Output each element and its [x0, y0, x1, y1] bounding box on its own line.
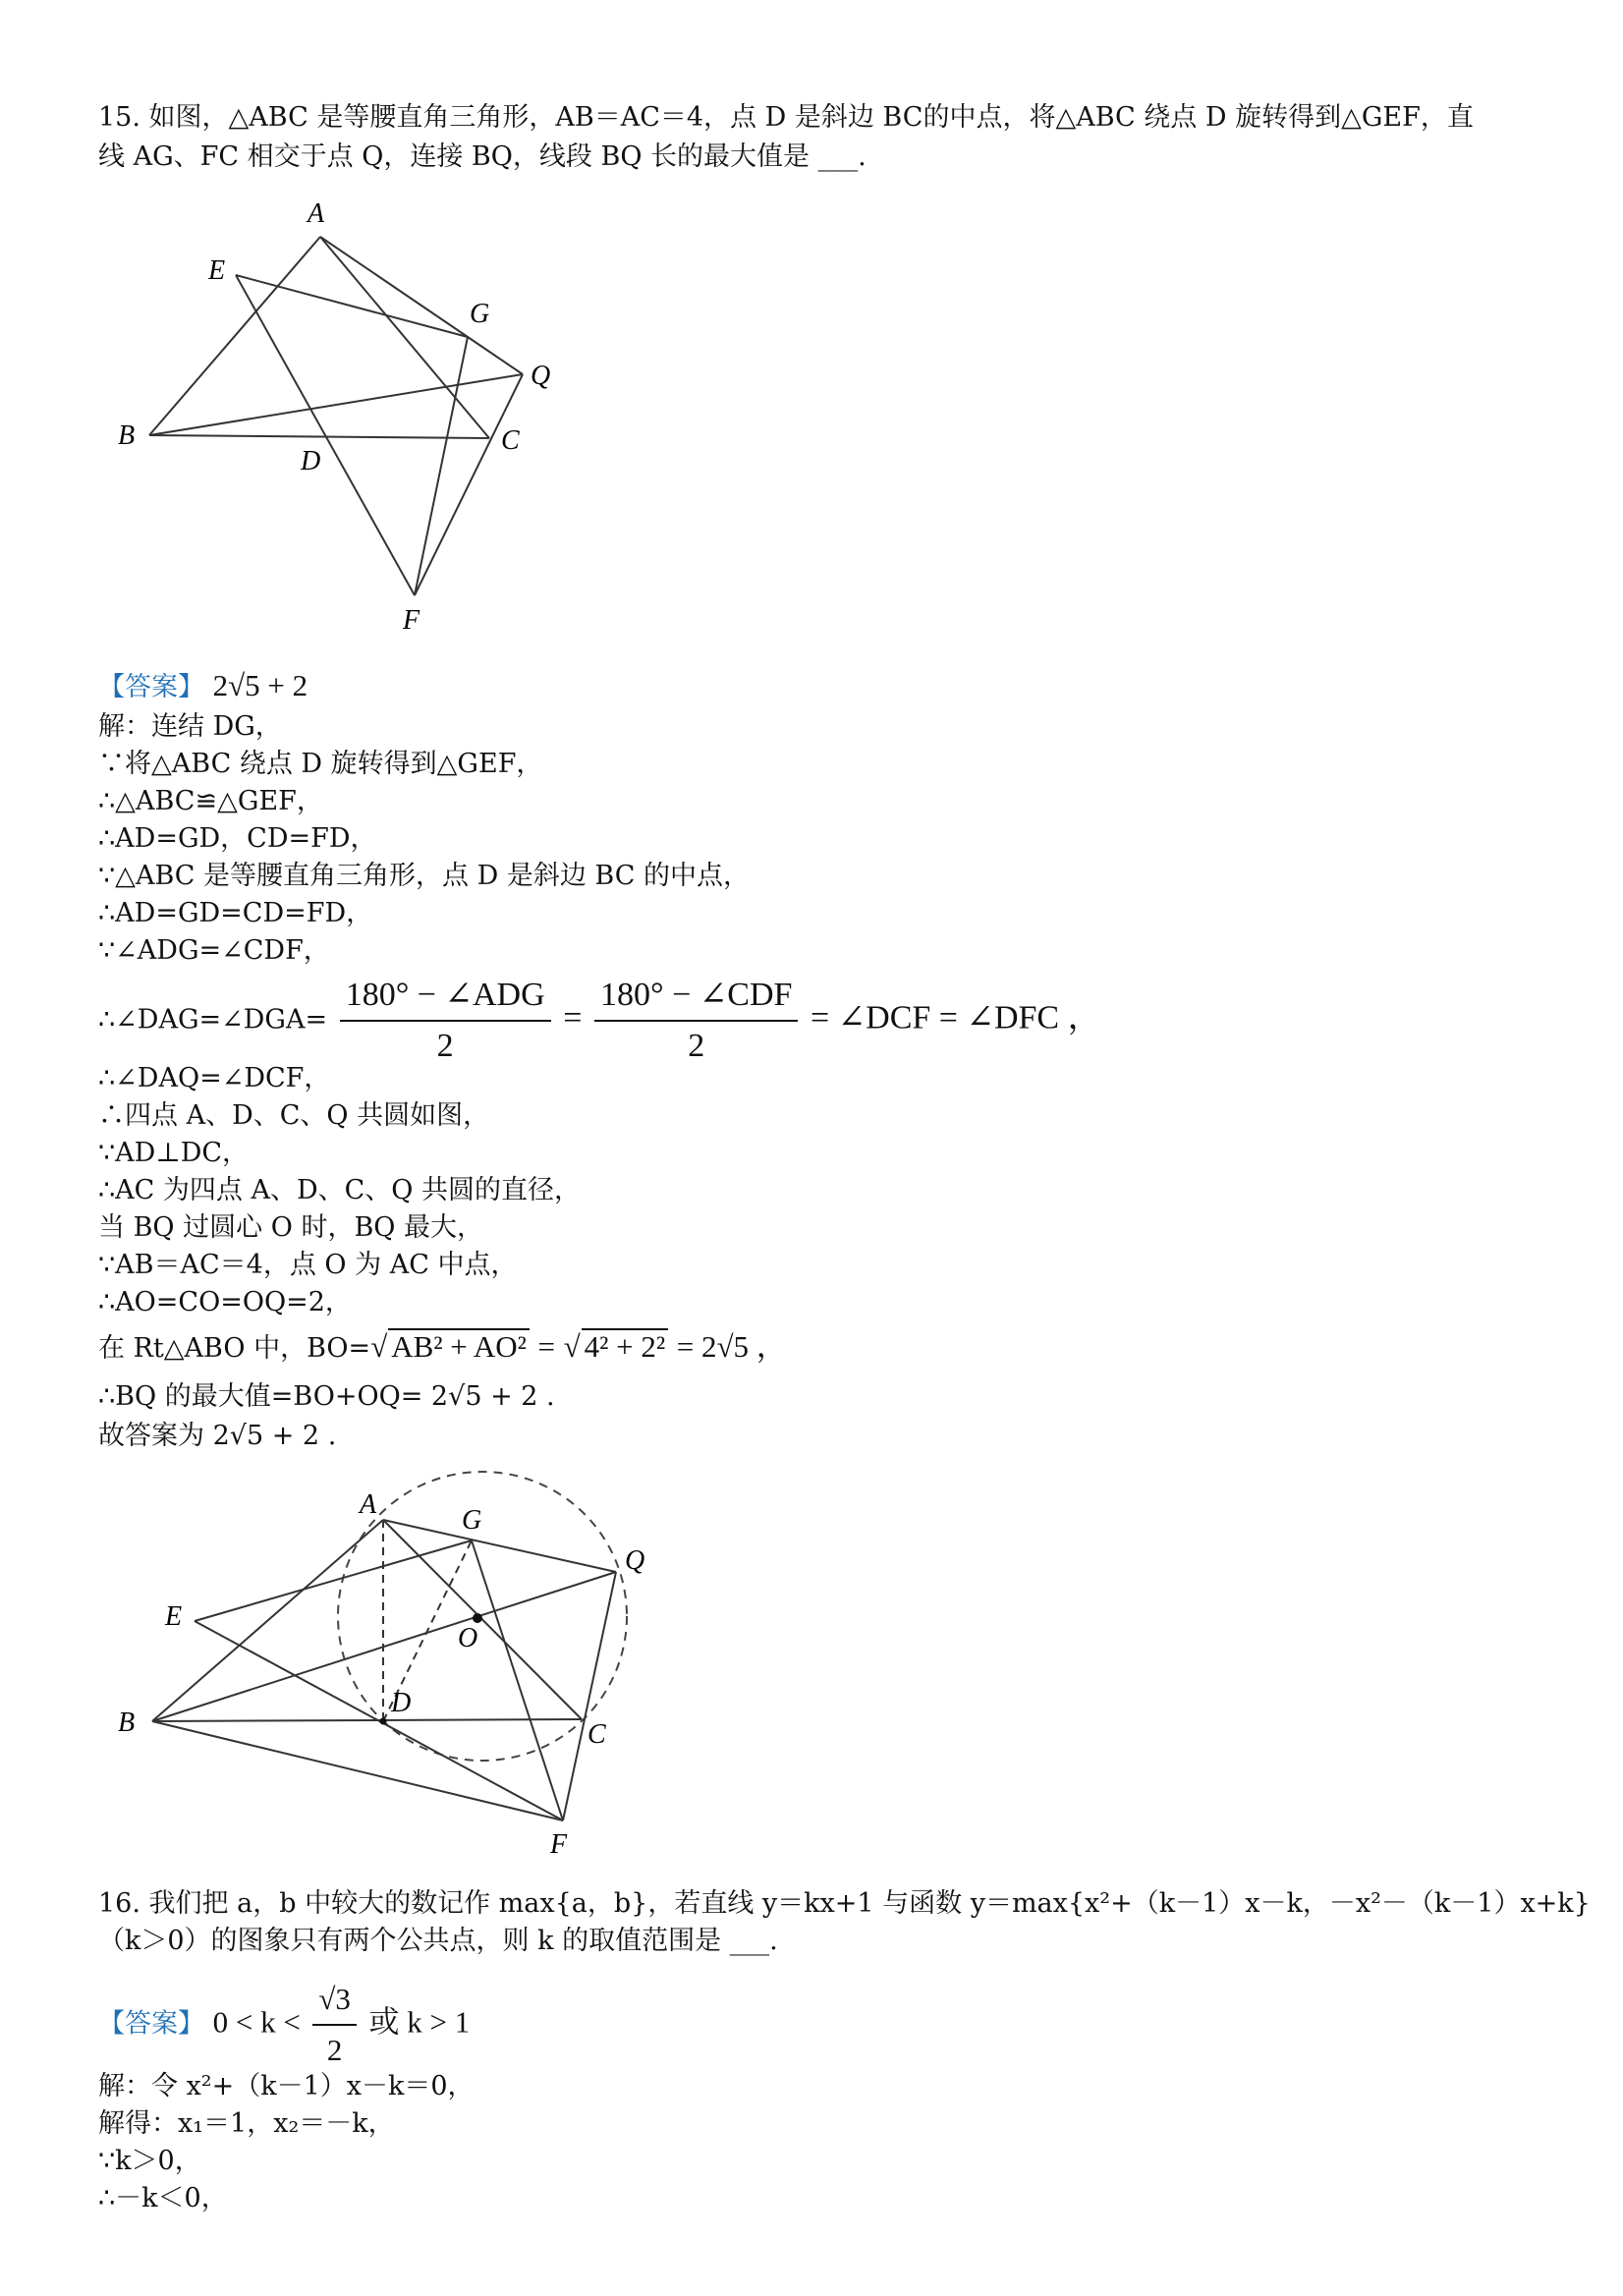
label-Q: Q: [625, 1545, 645, 1576]
solution-line: ∴AD=GD=CD=FD，: [98, 898, 373, 928]
fraction-2-numerator: 180° − ∠CDF: [594, 973, 798, 1022]
fraction-1-denominator: 2: [436, 1028, 454, 1064]
solution-line: ∴AO=CO=OQ=2，: [98, 1287, 352, 1317]
segment-QF: [563, 1572, 616, 1820]
answer-right: 或 k > 1: [368, 2004, 471, 2040]
solution-line: ∵△ABC 是等腰直角三角形，点 D 是斜边 BC 的中点，: [98, 861, 751, 891]
label-B: B: [118, 420, 136, 451]
q15-figure-2: [108, 1469, 658, 1862]
q15-text-line-2: 线 AG、FC 相交于点 Q，连接 BQ，线段 BQ 长的最大值是 ___.: [98, 141, 867, 172]
segment-EG: [195, 1540, 472, 1621]
label-C: C: [501, 425, 520, 456]
fraction-2-denominator: 2: [688, 1028, 705, 1064]
segment-GF: [415, 337, 468, 595]
solution-line: ∵∠ADG=∠CDF，: [98, 935, 330, 966]
answer-left: 0 < k <: [212, 2004, 301, 2040]
q15-figure-1: [108, 192, 580, 644]
solution-line: ∴△ABC≌△GEF，: [98, 786, 323, 816]
solution-line: ∵AD⊥DC，: [98, 1138, 250, 1168]
rt-prefix: 在 Rt△ABO 中，BO=: [98, 1333, 371, 1364]
solution-line: ∴－k＜0，: [98, 2183, 228, 2213]
label-F: F: [550, 1829, 568, 1860]
solution-line: ∵AB＝AC＝4，点 O 为 AC 中点，: [98, 1250, 518, 1280]
segment-AB: [149, 237, 320, 435]
segment-AB: [152, 1520, 383, 1721]
fraction-1: [340, 973, 551, 1069]
q16-answer: [98, 1977, 470, 2073]
answer-fraction-numerator: √3: [312, 1977, 357, 2026]
label-Q: Q: [531, 361, 551, 391]
solution-line: ∴AC 为四点 A、D、C、Q 共圆的直径，: [98, 1175, 582, 1205]
q16-text-line-1: 16. 我们把 a，b 中较大的数记作 max{a，b}，若直线 y＝kx+1 与函数 y＝max{x²+（k－1）x－k，－x²－（k－1）x+k}: [98, 1888, 1591, 1919]
segment-AQ: [383, 1520, 616, 1572]
solution-line: 当 BQ 过圆心 O 时，BQ 最大，: [98, 1212, 484, 1243]
label-C: C: [588, 1719, 606, 1750]
label-E: E: [165, 1601, 183, 1632]
solution-line: ∴BQ 的最大值=BO+OQ= 2√5 + 2 .: [98, 1381, 555, 1412]
equation-prefix: ∴∠DAG=∠DGA=: [98, 1004, 328, 1036]
segment-BC: [149, 435, 489, 438]
label-E: E: [208, 255, 226, 286]
segment-AC: [383, 1520, 582, 1719]
fraction-2: [594, 973, 798, 1069]
solution-line: ∴AD=GD，CD=FD，: [98, 823, 377, 854]
solution-line: ∴∠DAQ=∠DCF，: [98, 1063, 331, 1093]
segment-BQ: [149, 374, 523, 435]
answer-tag: 【答案】: [98, 2008, 204, 2040]
segment-EG: [236, 275, 468, 337]
segment-AC: [320, 237, 489, 438]
label-D: D: [391, 1688, 412, 1718]
solution-line: 解：连结 DG，: [98, 711, 282, 742]
q15-text-line-1: 15. 如图，△ABC 是等腰直角三角形，AB＝AC＝4，点 D 是斜边 BC的中点，将△ABC 绕点 D 旋转得到△GEF，直: [98, 102, 1474, 133]
solution-line: ∵将△ABC 绕点 D 旋转得到△GEF，: [98, 749, 543, 779]
radicand-2: 4² + 2²: [582, 1328, 669, 1364]
equals-sign: =: [537, 1329, 555, 1364]
solution-line: 解：令 x²+（k－1）x－k＝0，: [98, 2071, 475, 2101]
q15-answer: [98, 668, 308, 705]
answer-tag: 【答案】: [98, 672, 204, 702]
rt-equation: 在 Rt△ABO 中，BO=√ AB² + AO² = √ 4² + 2² = 2√5 ，: [98, 1329, 787, 1364]
answer-fraction-denominator: 2: [326, 2033, 343, 2067]
point-D: [380, 1718, 387, 1725]
center-O: [473, 1613, 482, 1623]
label-O: O: [458, 1623, 478, 1653]
circle-ADCQ: [338, 1472, 627, 1761]
segment-BC: [152, 1719, 582, 1721]
solution-line: ∵k＞0，: [98, 2146, 201, 2176]
radicand-1: AB² + AO²: [388, 1328, 530, 1364]
label-G: G: [470, 299, 490, 329]
equation-tail: = ∠DCF = ∠DFC ，: [811, 999, 1101, 1036]
segment-BF: [152, 1721, 563, 1820]
label-F: F: [403, 605, 420, 636]
label-B: B: [118, 1708, 136, 1738]
solution-line: 故答案为 2√5 + 2 .: [98, 1421, 337, 1451]
fraction-1-numerator: 180° − ∠ADG: [340, 973, 551, 1022]
solution-line: ∴四点 A、D、C、Q 共圆如图，: [98, 1100, 490, 1131]
q16-text-line-2: （k＞0）的图象只有两个公共点，则 k 的取值范围是 ___.: [98, 1926, 778, 1956]
angle-equation: [98, 973, 1101, 1069]
label-A: A: [308, 198, 325, 229]
equals-sign: =: [563, 999, 583, 1036]
label-A: A: [360, 1489, 377, 1520]
label-D: D: [301, 446, 321, 476]
answer-fraction: [312, 1977, 357, 2073]
segment-QF: [415, 374, 523, 595]
label-G: G: [462, 1505, 482, 1536]
answer-value: 2√5 + 2: [212, 668, 308, 702]
solution-line: 解得：x₁＝1，x₂＝－k，: [98, 2108, 395, 2139]
rt-tail: = 2√5 ，: [676, 1329, 787, 1364]
